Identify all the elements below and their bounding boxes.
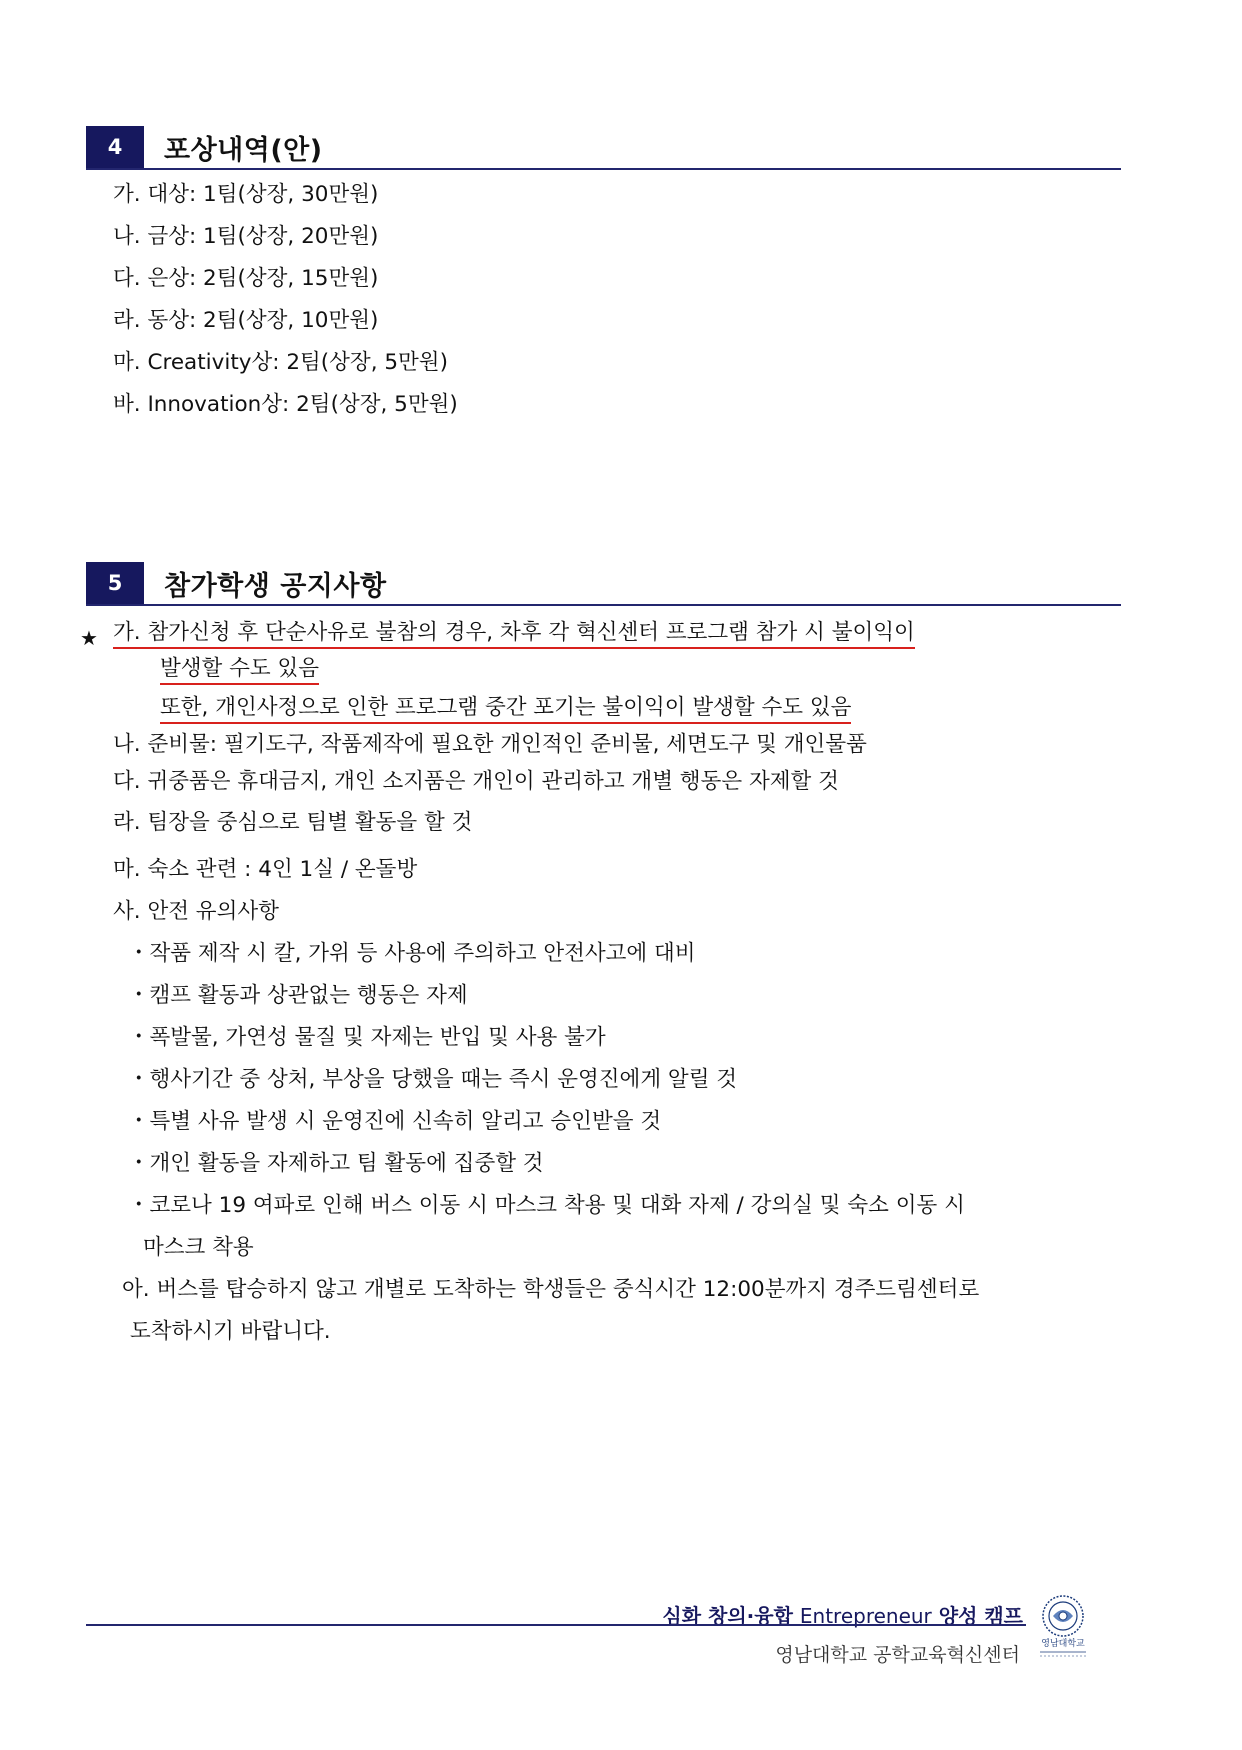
star-icon: ★ — [80, 626, 98, 650]
safety-item: ・캠프 활동과 상관없는 행동은 자제 — [128, 983, 468, 1008]
footer-divider — [86, 1624, 1026, 1626]
award-item: 라. 동상: 2팀(상장, 10만원) — [113, 308, 379, 333]
award-item: 바. Innovation상: 2팀(상장, 5만원) — [113, 392, 458, 417]
notice-item: 아. 버스를 탑승하지 않고 개별로 도착하는 학생들은 중식시간 12:00분까지 경주드림센터로 — [122, 1277, 980, 1302]
footer-title-english: Entrepreneur — [799, 1604, 932, 1628]
safety-item: ・폭발물, 가연성 물질 및 자제는 반입 및 사용 불가 — [128, 1025, 606, 1050]
section-title: 포상내역(안) — [164, 135, 323, 166]
award-item: 가. 대상: 1팀(상장, 30만원) — [113, 182, 379, 207]
notice-item: 나. 준비물: 필기도구, 작품제작에 필요한 개인적인 준비물, 세면도구 및 개인물품 — [113, 732, 867, 757]
important-notice: 가. 참가신청 후 단순사유로 불참의 경우, 차후 각 혁신센터 프로그램 참가 시 불이익이 — [113, 622, 915, 649]
section-divider — [86, 604, 1121, 606]
footer-subtitle: 영남대학교 공학교육혁신센터 — [775, 1644, 1020, 1666]
logo-text: 영남대학교 — [1041, 1639, 1085, 1649]
award-item: 다. 은상: 2팀(상장, 15만원) — [113, 266, 379, 291]
award-item: 마. Creativity상: 2팀(상장, 5만원) — [113, 350, 448, 375]
university-seal-icon — [1032, 1592, 1094, 1664]
section-number: 4 — [86, 126, 144, 168]
important-notice: 발생할 수도 있음 — [160, 658, 319, 685]
safety-item: ・특별 사유 발생 시 운영진에 신속히 알리고 승인받을 것 — [128, 1109, 662, 1134]
section-title: 참가학생 공지사항 — [164, 571, 387, 602]
notice-item: 마. 숙소 관련 : 4인 1실 / 온돌방 — [113, 857, 418, 882]
section-4-header — [86, 126, 1121, 170]
safety-item: ・개인 활동을 자제하고 팀 활동에 집중할 것 — [128, 1151, 544, 1176]
section-divider — [86, 168, 1121, 170]
award-item: 나. 금상: 1팀(상장, 20만원) — [113, 224, 379, 249]
footer-title-part: 양성 캠프 — [931, 1604, 1023, 1628]
safety-item: ・코로나 19 여파로 인해 버스 이동 시 마스크 착용 및 대화 자제 / 강의실 및 숙소 이동 시 — [128, 1193, 965, 1218]
safety-item: ・작품 제작 시 칼, 가위 등 사용에 주의하고 안전사고에 대비 — [128, 941, 696, 966]
section-5-header — [86, 562, 1121, 606]
section-number: 5 — [86, 562, 144, 604]
safety-item: 마스크 착용 — [143, 1235, 254, 1260]
notice-item: 다. 귀중품은 휴대금지, 개인 소지품은 개인이 관리하고 개별 행동은 자제할 것 — [113, 769, 839, 794]
safety-item: ・행사기간 중 상처, 부상을 당했을 때는 즉시 운영진에게 알릴 것 — [128, 1067, 738, 1092]
notice-item: 라. 팀장을 중심으로 팀별 활동을 할 것 — [113, 810, 473, 835]
important-notice: 또한, 개인사정으로 인한 프로그램 중간 포기는 불이익이 발생할 수도 있음 — [160, 697, 851, 724]
notice-item: 사. 안전 유의사항 — [113, 899, 279, 924]
footer-title-part: 심화 창의·융합 — [662, 1604, 800, 1628]
notice-item: 도착하시기 바랍니다. — [130, 1319, 331, 1344]
